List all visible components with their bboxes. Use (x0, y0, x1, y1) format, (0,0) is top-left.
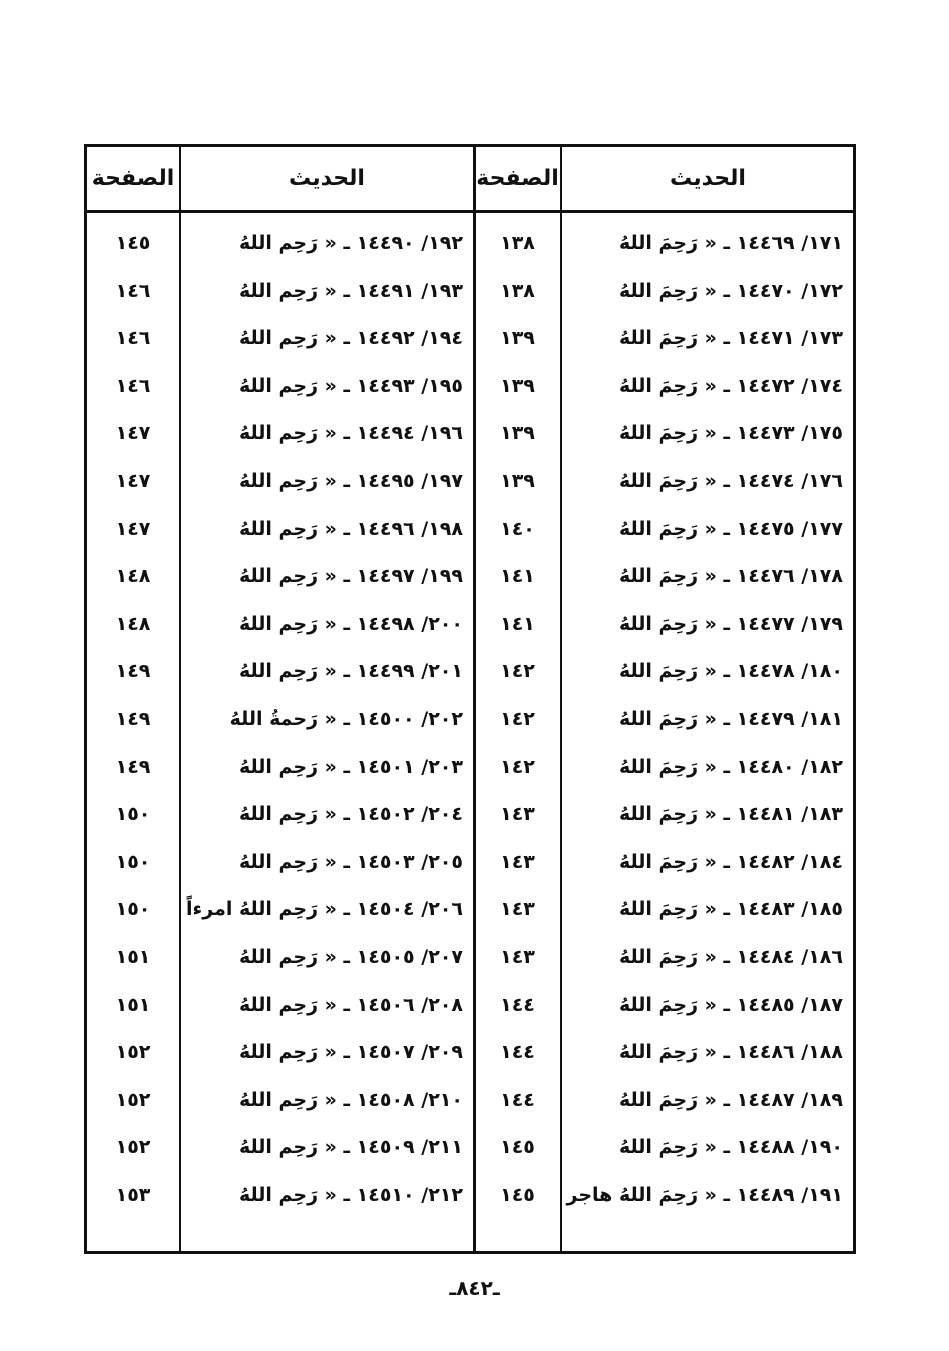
left-page-cell: ١٥٢ (115, 1136, 151, 1159)
right-hadith-cell: ١٩٠/ ١٤٤٨٨ ـ « رَحِمَ اللهُ (618, 1136, 843, 1159)
left-hadith-cell: ٢٠٥/ ١٤٥٠٣ ـ « رَحِم اللهُ (238, 850, 463, 873)
right-hadith-cell: ١٧٤/ ١٤٤٧٢ ـ « رَحِمَ اللهُ (618, 374, 843, 397)
left-page-cell: ١٤٥ (115, 232, 151, 254)
right-page-cell: ١٣٩ (500, 327, 535, 350)
left-page-cell: ١٤٧ (115, 422, 151, 445)
right-hadith-cell: ١٨٠/ ١٤٤٧٨ ـ « رَحِمَ اللهُ (618, 660, 843, 683)
left-hadith-cell: ٢٠٤/ ١٤٥٠٢ ـ « رَحِم اللهُ (238, 803, 463, 826)
left-page-cell: ١٤٧ (115, 517, 151, 540)
left-page-cell: ١٥٠ (115, 803, 151, 826)
left-hadith-cell: ٢٠٧/ ١٤٥٠٥ ـ « رَحِم اللهُ (238, 946, 463, 968)
right-page-cell: ١٣٨ (500, 279, 535, 302)
right-hadith-cell: ١٨٤/ ١٤٤٨٢ ـ « رَحِمَ اللهُ (618, 850, 843, 873)
page-number: ـ٨٤٢ـ (449, 1276, 500, 1300)
left-page-cell: ١٤٦ (115, 327, 151, 350)
hadith-index-table (84, 144, 856, 1254)
table-row (87, 937, 853, 977)
table-row (87, 318, 853, 358)
right-page-cell: ١٣٩ (500, 470, 535, 492)
header-page-left: الصفحة (91, 166, 175, 191)
left-hadith-cell: ٢٠١/ ١٤٤٩٩ ـ « رَحِم اللهُ (238, 660, 463, 683)
table-row (87, 842, 853, 882)
right-page-cell: ١٤١ (500, 612, 535, 635)
right-hadith-cell: ١٨٨/ ١٤٤٨٦ ـ « رَحِمَ اللهُ (618, 1041, 843, 1064)
right-page-cell: ١٤٢ (500, 660, 535, 683)
right-hadith-cell: ١٨٣/ ١٤٤٨١ ـ « رَحِمَ اللهُ (618, 803, 843, 826)
left-hadith-cell: ١٩٦/ ١٤٤٩٤ ـ « رَحِم اللهُ (238, 422, 463, 445)
left-page-cell: ١٤٦ (115, 374, 151, 397)
left-page-cell: ١٥٣ (115, 1184, 151, 1206)
header-hadith-left: الحديث (289, 166, 365, 191)
table-row (87, 223, 853, 263)
right-hadith-cell: ١٩١/ ١٤٤٨٩ ـ « رَحِمَ اللهُ هاجر (566, 1184, 843, 1206)
right-page-cell: ١٤٣ (500, 898, 535, 921)
table-row (87, 651, 853, 691)
left-page-cell: ١٥٠ (115, 898, 151, 921)
left-page-cell: ١٤٨ (115, 565, 151, 588)
table-row (87, 556, 853, 596)
left-hadith-cell: ٢٠٢/ ١٤٥٠٠ ـ « رَحمةُ اللهُ (229, 708, 463, 730)
right-hadith-cell: ١٧١/ ١٤٤٦٩ ـ « رَحِمَ اللهُ (618, 232, 843, 254)
table-row (87, 366, 853, 406)
table-row (87, 604, 853, 644)
table-row (87, 1127, 853, 1167)
left-hadith-cell: ٢١٢/ ١٤٥١٠ ـ « رَحِم اللهُ (238, 1184, 463, 1206)
left-hadith-cell: ١٩٧/ ١٤٤٩٥ ـ « رَحِم اللهُ (238, 470, 463, 492)
right-page-cell: ١٤٤ (500, 1088, 535, 1111)
table-row (87, 413, 853, 453)
right-page-cell: ١٤٢ (500, 708, 535, 730)
right-hadith-cell: ١٧٧/ ١٤٤٧٥ ـ « رَحِمَ اللهُ (618, 517, 843, 540)
left-page-cell: ١٥٢ (115, 1041, 151, 1064)
table-row (87, 461, 853, 501)
left-page-cell: ١٤٧ (115, 470, 151, 492)
right-page-cell: ١٣٨ (500, 232, 535, 254)
left-hadith-cell: ١٩٤/ ١٤٤٩٢ ـ « رَحِم اللهُ (238, 327, 463, 350)
left-page-cell: ١٤٩ (115, 755, 151, 778)
right-page-cell: ١٤٢ (500, 755, 535, 778)
left-page-cell: ١٤٦ (115, 279, 151, 302)
right-hadith-cell: ١٧٣/ ١٤٤٧١ ـ « رَحِمَ اللهُ (618, 327, 843, 350)
right-hadith-cell: ١٨٥/ ١٤٤٨٣ ـ « رَحِمَ اللهُ (618, 898, 843, 921)
left-hadith-cell: ١٩٥/ ١٤٤٩٣ ـ « رَحِم اللهُ (238, 374, 463, 397)
right-hadith-cell: ١٨٧/ ١٤٤٨٥ ـ « رَحِمَ اللهُ (618, 993, 843, 1016)
left-page-cell: ١٤٨ (115, 612, 151, 635)
left-page-cell: ١٥٢ (115, 1088, 151, 1111)
table-row (87, 1175, 853, 1215)
table-row (87, 985, 853, 1025)
table-header-row (87, 147, 853, 213)
table-row (87, 747, 853, 787)
left-hadith-cell: ١٩٩/ ١٤٤٩٧ ـ « رَحِم اللهُ (238, 565, 463, 588)
table-row (87, 794, 853, 834)
table-row (87, 699, 853, 739)
table-row (87, 889, 853, 929)
header-page-right: الصفحة (476, 166, 559, 191)
right-page-cell: ١٤٠ (500, 517, 535, 540)
right-hadith-cell: ١٨٦/ ١٤٤٨٤ ـ « رَحِمَ اللهُ (618, 946, 843, 968)
right-page-cell: ١٤٤ (500, 1041, 535, 1064)
right-hadith-cell: ١٨١/ ١٤٤٧٩ ـ « رَحِمَ اللهُ (618, 708, 843, 730)
table-row (87, 509, 853, 549)
left-hadith-cell: ٢٠٣/ ١٤٥٠١ ـ « رَحِم اللهُ (238, 755, 463, 778)
right-hadith-cell: ١٧٨/ ١٤٤٧٦ ـ « رَحِمَ اللهُ (618, 565, 843, 588)
right-page-cell: ١٣٩ (500, 374, 535, 397)
right-hadith-cell: ١٨٢/ ١٤٤٨٠ ـ « رَحِمَ اللهُ (618, 755, 843, 778)
right-page-cell: ١٤٣ (500, 803, 535, 826)
right-hadith-cell: ١٨٩/ ١٤٤٨٧ ـ « رَحِمَ اللهُ (618, 1088, 843, 1111)
left-hadith-cell: ٢٠٦/ ١٤٥٠٤ ـ « رَحِم اللهُ امرءاً (186, 898, 463, 921)
left-hadith-cell: ٢٠٠/ ١٤٤٩٨ ـ « رَحِم اللهُ (238, 612, 463, 635)
left-hadith-cell: ١٩٣/ ١٤٤٩١ ـ « رَحِم اللهُ (238, 279, 463, 302)
left-hadith-cell: ٢٠٨/ ١٤٥٠٦ ـ « رَحِم اللهُ (238, 993, 463, 1016)
right-hadith-cell: ١٧٦/ ١٤٤٧٤ ـ « رَحِمَ اللهُ (618, 470, 843, 492)
right-page-cell: ١٤١ (500, 565, 535, 588)
table-row (87, 271, 853, 311)
table-row (87, 1080, 853, 1120)
right-page-cell: ١٣٩ (500, 422, 535, 445)
left-page-cell: ١٤٩ (115, 660, 151, 683)
right-page-cell: ١٤٥ (500, 1184, 535, 1206)
right-page-cell: ١٤٣ (500, 850, 535, 873)
left-page-cell: ١٤٩ (115, 708, 151, 730)
left-hadith-cell: ١٩٨/ ١٤٤٩٦ ـ « رَحِم اللهُ (238, 517, 463, 540)
right-page-cell: ١٤٣ (500, 946, 535, 968)
left-page-cell: ١٥١ (115, 993, 151, 1016)
left-hadith-cell: ١٩٢/ ١٤٤٩٠ ـ « رَحِم اللهُ (238, 232, 463, 254)
table-body (87, 213, 853, 1251)
left-hadith-cell: ٢١١/ ١٤٥٠٩ ـ « رَحِم اللهُ (238, 1136, 463, 1159)
left-hadith-cell: ٢٠٩/ ١٤٥٠٧ ـ « رَحِم اللهُ (238, 1041, 463, 1064)
left-page-cell: ١٥١ (115, 946, 151, 968)
right-hadith-cell: ١٧٥/ ١٤٤٧٣ ـ « رَحِمَ اللهُ (618, 422, 843, 445)
right-page-cell: ١٤٥ (500, 1136, 535, 1159)
left-page-cell: ١٥٠ (115, 850, 151, 873)
table-row (87, 1032, 853, 1072)
right-hadith-cell: ١٧٢/ ١٤٤٧٠ ـ « رَحِمَ اللهُ (618, 279, 843, 302)
left-hadith-cell: ٢١٠/ ١٤٥٠٨ ـ « رَحِم اللهُ (238, 1088, 463, 1111)
right-page-cell: ١٤٤ (500, 993, 535, 1016)
header-hadith-right: الحديث (670, 166, 746, 191)
right-hadith-cell: ١٧٩/ ١٤٤٧٧ ـ « رَحِمَ اللهُ (618, 612, 843, 635)
